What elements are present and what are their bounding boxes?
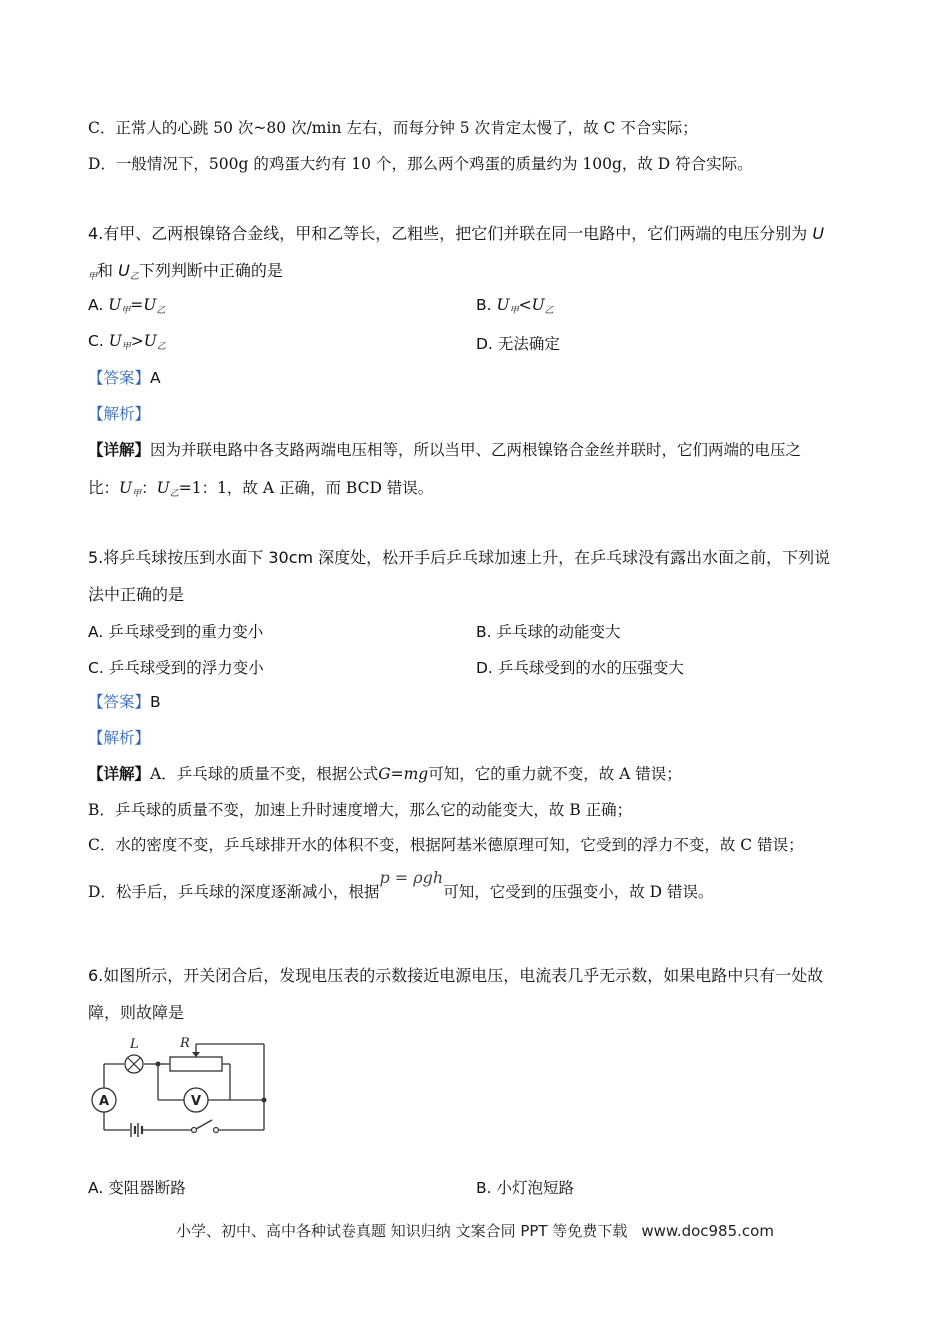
q4-sub-jia: 甲 <box>88 272 98 282</box>
formula-g-mg: G=mg <box>378 765 429 783</box>
option-label: D. <box>476 335 493 353</box>
detail-tag: 【详解】 <box>88 764 151 783</box>
detail-text: =1：1，故 A 正确，而 BCD 错误。 <box>178 479 434 497</box>
q5-option-d[interactable] <box>476 656 684 678</box>
sub-yi: 乙 <box>544 306 554 316</box>
detail-text: 比： <box>88 479 120 497</box>
u-symbol: U <box>156 479 170 497</box>
lamp-icon <box>125 1055 143 1073</box>
voltmeter-icon <box>184 1088 208 1112</box>
page-footer <box>0 1220 950 1241</box>
option-label: B. <box>476 1179 492 1197</box>
option-text: 无法确定 <box>497 335 560 353</box>
rheostat-icon <box>170 1057 222 1071</box>
q4-detail-line2 <box>88 478 433 504</box>
option-text: 变阻器断路 <box>108 1179 186 1197</box>
q6-stem-line1: 6.如图所示，开关闭合后，发现电压表的示数接近电源电压，电流表几乎无示数，如果电路中只有一处故 <box>88 966 824 985</box>
q5-stem-line2: 法中正确的是 <box>88 585 185 604</box>
q4-he: 和 <box>97 261 114 280</box>
relation: = <box>130 296 144 314</box>
q4-sub-yi: 乙 <box>129 272 139 282</box>
prev-option-d-explanation: D．一般情况下，500g 的鸡蛋大约有 10 个，那么两个鸡蛋的质量约为 100g，故 D 符合实际。 <box>88 155 753 173</box>
lamp-label: L <box>130 1037 139 1052</box>
u-symbol: U <box>119 479 133 497</box>
colon: ： <box>141 479 157 497</box>
q4-analysis-heading <box>88 404 150 424</box>
detail-tag: 【详解】 <box>88 440 151 459</box>
q6-stem-line2: 障，则故障是 <box>88 1003 185 1022</box>
u-symbol: U <box>531 296 545 314</box>
switch-icon <box>192 1120 219 1133</box>
q4-stem-line2 <box>88 261 283 287</box>
q5-analysis-heading <box>88 728 150 748</box>
q5-option-a[interactable] <box>88 620 263 642</box>
option-text: 乒乓球的动能变大 <box>496 623 621 641</box>
sub-jia: 甲 <box>121 342 131 352</box>
voltmeter-label: V <box>190 1094 202 1109</box>
analysis-tag: 【解析】 <box>88 405 151 423</box>
relation: > <box>130 332 144 350</box>
slider-arrow-icon <box>192 1052 200 1057</box>
q4-option-c[interactable] <box>88 332 166 352</box>
u-symbol: U <box>143 332 157 350</box>
battery-icon <box>131 1123 142 1137</box>
q5-answer <box>88 692 161 712</box>
sub-jia: 甲 <box>509 306 519 316</box>
option-label: B. <box>476 623 492 641</box>
detail-text: D．松手后，乒乓球的深度逐渐减小，根据 <box>88 883 380 901</box>
q4-answer <box>88 368 161 388</box>
option-text: 乒乓球受到的重力变小 <box>108 623 264 641</box>
option-text: 乒乓球受到的水的压强变大 <box>497 659 684 677</box>
option-label: D. <box>476 659 493 677</box>
u-symbol: U <box>108 296 122 314</box>
q4-u-symbol: U <box>812 224 825 243</box>
detail-text: 可知，它的重力就不变，故 A 错误； <box>428 765 682 783</box>
u-symbol: U <box>143 296 157 314</box>
q4-stem-tail: 下列判断中正确的是 <box>138 261 283 280</box>
sub-jia: 甲 <box>132 489 142 499</box>
analysis-tag: 【解析】 <box>88 729 151 747</box>
option-label: C. <box>88 332 104 350</box>
option-label: A. <box>88 1179 104 1197</box>
detail-text: A．乒乓球的质量不变，根据公式 <box>150 765 379 783</box>
q5-detail-b: B．乒乓球的质量不变，加速上升时速度增大，那么它的动能变大，故 B 正确； <box>88 801 633 819</box>
ammeter-icon <box>92 1088 116 1112</box>
prev-option-c-explanation: C．正常人的心跳 50 次~80 次/min 左右，而每分钟 5 次肯定太慢了，故 C 不合实际； <box>88 119 698 137</box>
q4-detail-line1 <box>88 440 801 460</box>
q4-option-d[interactable] <box>476 332 560 354</box>
detail-text: 因为并联电路中各支路两端电压相等，所以当甲、乙两根镍铬合金丝并联时，它们两端的电压之 <box>150 441 802 459</box>
footer-text: 小学、初中、高中各种试卷真题 知识归纳 文案合同 PPT 等免费下载 <box>176 1222 628 1240</box>
u-symbol: U <box>108 332 122 350</box>
q4-stem-text: 4.有甲、乙两根镍铬合金线，甲和乙等长，乙粗些，把它们并联在同一电路中，它们两端的电压分别为 <box>88 224 808 243</box>
q6-option-b[interactable] <box>476 1176 574 1198</box>
ammeter-label: A <box>98 1094 110 1109</box>
detail-text: 可知，它受到的压强变小，故 D 错误。 <box>443 883 714 901</box>
formula-p-rho-g-h: p = ρgh <box>379 868 444 887</box>
q5-detail-a <box>88 764 682 784</box>
answer-value: B <box>150 693 161 711</box>
sub-yi: 乙 <box>156 342 166 352</box>
option-label: C. <box>88 659 104 677</box>
option-label: A. <box>88 623 104 641</box>
q5-option-c[interactable] <box>88 656 264 678</box>
q5-detail-d <box>88 868 714 902</box>
answer-tag: 【答案】 <box>88 693 151 711</box>
q6-option-a[interactable] <box>88 1176 186 1198</box>
q5-detail-c: C．水的密度不变，乒乓球排开水的体积不变，根据阿基米德原理可知，它受到的浮力不变，故 C 错误； <box>88 836 804 854</box>
q4-option-a[interactable] <box>88 296 165 316</box>
sub-yi: 乙 <box>156 306 166 316</box>
option-text: 小灯泡短路 <box>496 1179 575 1197</box>
footer-site-link[interactable]: www.doc985.com <box>641 1222 774 1240</box>
sub-jia: 甲 <box>121 306 131 316</box>
option-label: B. <box>476 296 492 314</box>
rheostat-label: R <box>180 1036 190 1051</box>
q5-option-b[interactable] <box>476 620 621 642</box>
option-text: 乒乓球受到的浮力变小 <box>108 659 264 677</box>
q5-stem-line1: 5.将乒乓球按压到水面下 30cm 深度处，松开手后乒乓球加速上升，在乒乓球没有露出水面之前，下列说 <box>88 548 831 567</box>
q4-stem-line1 <box>88 224 824 244</box>
sub-yi: 乙 <box>169 489 179 499</box>
q4-u-symbol: U <box>118 261 130 280</box>
relation: < <box>518 296 532 314</box>
u-symbol: U <box>496 296 510 314</box>
answer-tag: 【答案】 <box>88 369 151 387</box>
circuit-diagram <box>88 1034 278 1140</box>
answer-value: A <box>150 369 161 387</box>
q4-option-b[interactable] <box>476 296 554 316</box>
option-label: A. <box>88 296 104 314</box>
